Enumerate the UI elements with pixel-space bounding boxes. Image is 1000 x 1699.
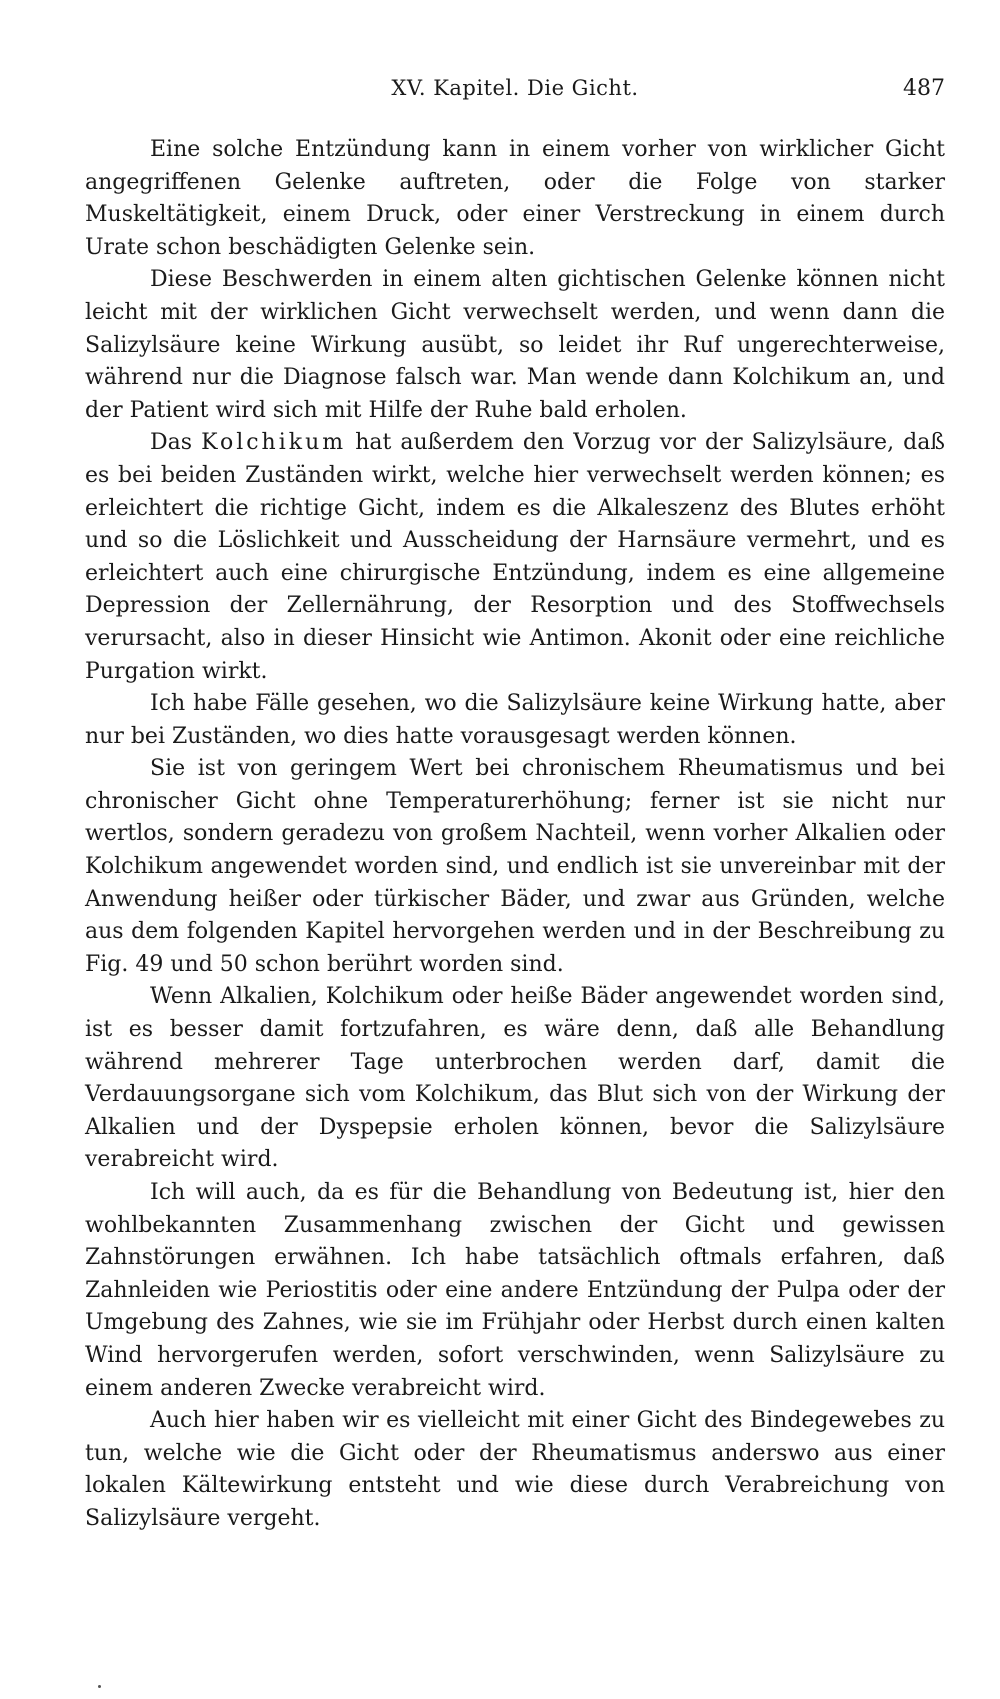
paragraph-5 bbox=[85, 753, 945, 981]
paragraph-8 bbox=[85, 1405, 945, 1535]
paragraph-text: hat außerdem den Vorzug vor der Salizylsäure, daß es bei beiden Zuständen wirkt, welche hier verwechselt werden können; es erleichtert die richtige Gicht, indem es die Alkaleszenz des Blutes erhöht und so die Löslichkeit und Ausscheidung der Harnsäure vermehrt, und es erleichtert auch eine chirurgische Entzündung, indem es eine allgemeine Depression der Zellernährung, der Resorption und des Stoffwechsels verursacht, also in dieser Hinsicht wie Antimon. Akonit oder eine reichliche Purgation wirkt. bbox=[85, 430, 946, 684]
paragraph-text: Auch hier haben wir es vielleicht mit einer Gicht des Bindegewebes zu tun, welche wie die Gicht oder der Rheumatismus anderswo aus einer lokalen Kältewirkung entsteht und wie diese durch Verabreichung von Salizylsäure vergeht. bbox=[85, 1408, 945, 1531]
paragraph-text: Eine solche Entzündung kann in einem vorher von wirklicher Gicht angegriffenen Gelenke auftreten, oder die Folge von starker Muskeltätigkeit, einem Druck, oder einer Verstreckung in einem durch Urate schon beschädigten Gelenke sein. bbox=[85, 137, 945, 260]
scan-speck bbox=[98, 1685, 101, 1688]
paragraph-4 bbox=[85, 688, 945, 753]
page-body bbox=[85, 134, 945, 1536]
paragraph-3 bbox=[85, 427, 945, 688]
emphasized-term: Kolchikum bbox=[201, 430, 347, 456]
chapter-title: XV. Kapitel. Die Gicht. bbox=[391, 76, 639, 100]
paragraph-text: Sie ist von geringem Wert bei chronischem Rheumatismus und bei chronischer Gicht ohne Temperaturerhöhung; ferner ist sie nicht nur wertlos, sondern geradezu von großem Nachteil, wenn vorher Alkalien oder Kolchikum angewendet worden sind, und endlich ist sie unvereinbar mit der Anwendung heißer oder türkischer Bäder, und zwar aus Gründen, welche aus dem folgenden Kapitel hervorgehen werden und in der Beschreibung zu Fig. 49 und 50 schon berührt worden sind. bbox=[85, 756, 945, 977]
paragraph-2 bbox=[85, 264, 945, 427]
paragraph-6 bbox=[85, 981, 945, 1177]
paragraph-1 bbox=[85, 134, 945, 264]
paragraph-text: Ich habe Fälle gesehen, wo die Salizylsäure keine Wirkung hatte, aber nur bei Zuständen, wo dies hatte vorausgesagt werden können. bbox=[85, 691, 945, 749]
paragraph-7 bbox=[85, 1177, 945, 1405]
page-number: 487 bbox=[903, 76, 945, 101]
paragraph-text: Ich will auch, da es für die Behandlung von Bedeutung ist, hier den wohlbekannten Zusammenhang zwischen der Gicht und gewissen Zahnstörungen erwähnen. Ich habe tatsächlich oftmals erfahren, daß Zahnleiden wie Periostitis oder eine andere Entzündung der Pulpa oder der Umgebung des Zahnes, wie sie im Frühjahr oder Herbst durch einen kalten Wind hervorgerufen werden, sofort verschwinden, wenn Salizylsäure zu einem anderen Zwecke verabreicht wird. bbox=[85, 1180, 945, 1401]
paragraph-text: Diese Beschwerden in einem alten gichtischen Gelenke können nicht leicht mit der wirklichen Gicht verwechselt werden, und wenn dann die Salizylsäure keine Wirkung ausübt, so leidet ihr Ruf ungerechterweise, während nur die Diagnose falsch war. Man wende dann Kolchikum an, und der Patient wird sich mit Hilfe der Ruhe bald erholen. bbox=[85, 267, 945, 423]
paragraph-text: Wenn Alkalien, Kolchikum oder heiße Bäder angewendet worden sind, ist es besser damit fortzufahren, es wäre denn, daß alle Behandlung während mehrerer Tage unterbrochen werden darf, damit die Verdauungsorgane sich vom Kolchikum, das Blut sich von der Wirkung der Alkalien und der Dyspepsie erholen können, bevor die Salizylsäure verabreicht wird. bbox=[85, 984, 945, 1173]
running-header bbox=[85, 76, 945, 116]
paragraph-lead: Das bbox=[150, 430, 193, 456]
